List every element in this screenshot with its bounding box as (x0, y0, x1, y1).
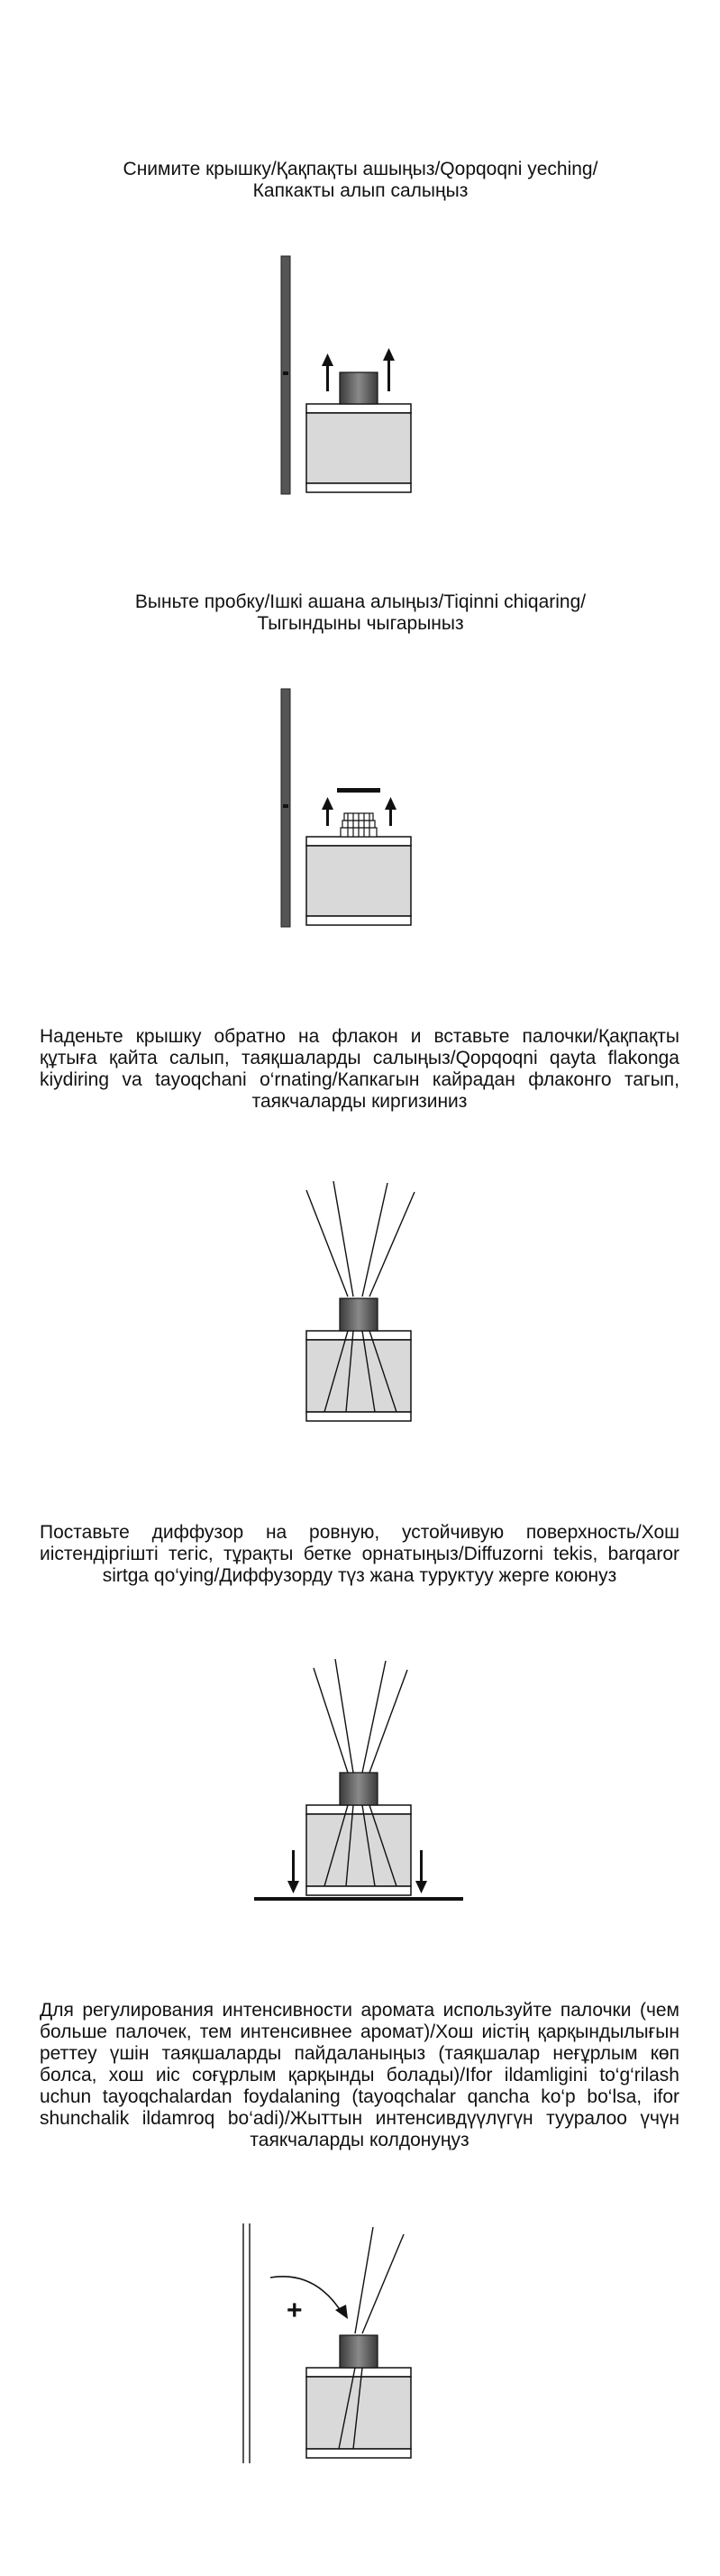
step-2-illustration (0, 676, 720, 947)
stopper-icon (341, 813, 377, 837)
curved-arrow-icon (270, 2277, 342, 2314)
step-1-instruction: Снимите крышку/Қақпақты ашыңыз/Qopqoqni yeching/Капкакты алып салыңыз (123, 159, 598, 201)
bottle-icon (306, 1805, 411, 1895)
step-4-illustration (0, 1650, 720, 1911)
arrow-up-icon (322, 353, 333, 391)
plus-icon: + (287, 2296, 303, 2325)
step-2-instruction: Выньте пробку/Ішкі ашана алыңыз/Tiqinni chiqaring/Тыгындыны чыгарыныз (134, 591, 587, 634)
step-5-illustration (0, 2207, 720, 2478)
reed-sticks-icon (243, 2223, 250, 2463)
reed-stick-icon (281, 689, 290, 927)
bottle-icon (306, 1331, 411, 1421)
cap-icon (340, 1298, 378, 1331)
bottle-icon (306, 837, 411, 925)
step-5-instruction: Для регулирования интенсивности аромата используйте палочки (чем больше палочек, тем интенсивнее аромат)/Хош иістің қарқындылығын реттеу үшін таяқшаларды пайдаланыңыз (таяқшалар неғұрлым көп болса, хош иіс соғұрлым қарқынды болады)/Ifor ildamligini to‘g‘rilash uchun tayoqchalardan foydalaning (tayoqchalar qancha ko‘p bo‘lsa, ifor shunchalik ildamroq bo‘adi)/Жыттын интенсивдүүлүгүн тууралоо үчүн таякчаларды колдонуңуз (40, 2000, 679, 2150)
arrow-down-icon (415, 1850, 427, 1893)
lid-icon (337, 788, 380, 793)
step-3-instruction: Наденьте крышку обратно на флакон и вставьте палочки/Қақпақты құтыға қайта салып, таяқшаларды салыңыз/Qopqoqni qayta flakonga kiydiring va tayoqchani o‘rnating/Капкагын кайрадан флаконго тагып, таякчаларды киргизиниз (40, 1026, 679, 1112)
arrow-up-icon (322, 797, 333, 826)
cap-icon (340, 1773, 378, 1805)
step-1-illustration (0, 243, 720, 514)
reed-stick-icon (281, 256, 290, 494)
bottle-icon (306, 404, 411, 492)
step-3-illustration (0, 1172, 720, 1434)
arrow-up-icon (385, 797, 396, 826)
cap-icon (340, 2335, 378, 2368)
bottle-icon (306, 2368, 411, 2458)
surface-icon (254, 1897, 463, 1901)
cap-icon (340, 372, 378, 404)
reed-sticks-icon (314, 1659, 407, 1773)
arrow-down-icon (287, 1850, 299, 1893)
step-4-instruction: Поставьте диффузор на ровную, устойчивую поверхность/Хош иістендіргішті тегіс, тұрақты бетке орнатыңыз/Diffuzorni tekis, barqaror sirtga qo‘ying/Диффузорду түз жана туруктуу жерге коюнуз (40, 1522, 679, 1586)
arrow-up-icon (383, 348, 395, 391)
reed-sticks-icon (355, 2227, 404, 2333)
